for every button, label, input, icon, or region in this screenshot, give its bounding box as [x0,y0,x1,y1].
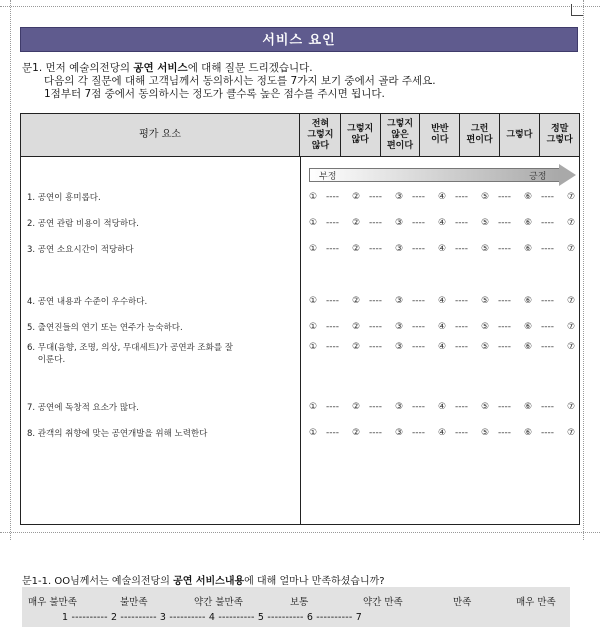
scale-connector: ---- [412,296,425,306]
table-divider [300,157,301,524]
column-header-1: 전혀 그렇지 않다 [301,114,341,156]
scale-connector: ---- [541,428,554,438]
rating-item-4: 4. 공연 내용과 수준이 우수하다. [27,297,148,307]
q2-suffix: 에 대해 얼마나 만족하셨습니까? [244,576,385,587]
rating-option-5[interactable]: ⑤ [481,428,490,438]
rating-option-6[interactable]: ⑥ [524,322,533,332]
satisfaction-label-4[interactable]: 보통 [290,597,309,608]
question-intro [22,62,436,101]
rating-scale-row [309,192,577,204]
page-guide-right [583,0,584,540]
rating-option-1[interactable]: ① [309,402,318,412]
scale-connector: ---- [541,322,554,332]
rating-option-6[interactable]: ⑥ [524,296,533,306]
rating-option-1[interactable]: ① [309,218,318,228]
intro-bold: 공연 서비스 [133,62,188,74]
satisfaction-label-1[interactable]: 매우 불만족 [28,597,77,608]
rating-option-5[interactable]: ⑤ [481,342,490,352]
rating-scale-row [309,296,577,308]
scale-connector: ---- [455,402,468,412]
scale-connector: ---- [326,296,339,306]
scale-connector: ---- [369,342,382,352]
rating-option-7[interactable]: ⑦ [567,428,576,438]
rating-option-2[interactable]: ② [352,342,361,352]
scale-connector: ---- [498,218,511,228]
rating-item-8: 8. 관객의 취향에 맞는 공연개발을 위해 노력한다 [27,429,208,439]
satisfaction-label-3[interactable]: 약간 불만족 [194,597,243,608]
scale-connector: ---- [412,322,425,332]
scale-connector: ---- [541,192,554,202]
scale-connector: ---- [412,428,425,438]
scale-connector: ---- [455,342,468,352]
section-title: 서비스 요인 [20,27,578,52]
rating-item-6: 6. 무대(음향, 조명, 의상, 무대세트)가 공연과 조화를 잘 이룬다. [27,343,233,365]
scale-connector: ---- [455,296,468,306]
page-guide-break [0,532,600,533]
satisfaction-label-6[interactable]: 만족 [453,597,472,608]
scale-connector: ---- [498,342,511,352]
page-guide-top [0,6,600,7]
column-header-5: 그런 편이다 [460,114,500,156]
scale-connector: ---- [412,402,425,412]
rating-option-4[interactable]: ④ [438,322,447,332]
rating-option-1[interactable]: ① [309,296,318,306]
scale-connector: ---- [412,342,425,352]
rating-item-3: 3. 공연 소요시간이 적당하다 [27,245,134,255]
rating-option-7[interactable]: ⑦ [567,192,576,202]
scale-connector: ---- [498,192,511,202]
rating-option-6[interactable]: ⑥ [524,218,533,228]
scale-connector: ---- [412,218,425,228]
column-header-7: 정말 그렇다 [546,124,573,145]
scale-connector: ---- [541,244,554,254]
rating-option-4[interactable]: ④ [438,402,447,412]
rating-option-4[interactable]: ④ [438,192,447,202]
rating-option-2[interactable]: ② [352,192,361,202]
arrow-body [309,168,559,182]
rating-option-3[interactable]: ③ [395,244,404,254]
rating-option-4[interactable]: ④ [438,218,447,228]
scale-connector: ---- [326,322,339,332]
rating-option-3[interactable]: ③ [395,218,404,228]
intro-line-3: 1점부터 7점 중에서 동의하시는 정도가 클수록 높은 점수를 주시면 됩니다. [44,88,385,100]
rating-scale-row [309,342,577,354]
scale-connector: ---- [326,192,339,202]
rating-option-7[interactable]: ⑦ [567,296,576,306]
scale-connector: ---- [369,244,382,254]
scale-connector: ---- [455,244,468,254]
rating-option-6[interactable]: ⑥ [524,402,533,412]
rating-option-2[interactable]: ② [352,322,361,332]
rating-option-1[interactable]: ① [309,192,318,202]
rating-option-2[interactable]: ② [352,296,361,306]
rating-option-7[interactable]: ⑦ [567,342,576,352]
rating-option-1[interactable]: ① [309,342,318,352]
rating-option-2[interactable]: ② [352,244,361,254]
rating-option-4[interactable]: ④ [438,296,447,306]
crop-mark [571,4,583,16]
satisfaction-label-5[interactable]: 약간 만족 [363,597,403,608]
scale-connector: ---- [498,322,511,332]
rating-option-5[interactable]: ⑤ [481,296,490,306]
scale-connector: ---- [326,428,339,438]
scale-connector: ---- [369,428,382,438]
table-header [21,114,579,157]
satisfaction-label-7[interactable]: 매우 만족 [516,597,556,608]
rating-option-6[interactable]: ⑥ [524,192,533,202]
arrow-negative-label: 부정 [319,172,337,182]
rating-option-5[interactable]: ⑤ [481,322,490,332]
direction-arrow [309,164,576,186]
rating-option-1[interactable]: ① [309,322,318,332]
scale-connector: ---- [326,244,339,254]
rating-scale-row [309,244,577,256]
rating-scale-row [309,322,577,334]
scale-connector: ---- [412,244,425,254]
column-header-6: 그렇다 [500,114,540,156]
rating-option-7[interactable]: ⑦ [567,244,576,254]
scale-connector: ---- [455,428,468,438]
intro-suffix: 에 대해 질문 드리겠습니다. [187,62,313,74]
scale-connector: ---- [498,244,511,254]
rating-option-6[interactable]: ⑥ [524,244,533,254]
rating-table [20,113,580,525]
rating-option-4[interactable]: ④ [438,342,447,352]
intro-line-1 [22,62,436,75]
scale-connector: ---- [369,192,382,202]
scale-connector: ---- [326,402,339,412]
rating-option-7[interactable]: ⑦ [567,322,576,332]
column-header-2: 그렇지 않다 [341,114,381,156]
rating-option-2[interactable]: ② [352,428,361,438]
scale-connector: ---- [541,402,554,412]
rating-option-5[interactable]: ⑤ [481,218,490,228]
scale-connector: ---- [455,322,468,332]
scale-connector: ---- [369,322,382,332]
rating-option-3[interactable]: ③ [395,192,404,202]
scale-connector: ---- [326,218,339,228]
rating-scale-row [309,428,577,440]
rating-item-7: 7. 공연에 독창적 요소가 많다. [27,403,139,413]
scale-connector: ---- [455,192,468,202]
rating-option-1[interactable]: ① [309,428,318,438]
rating-option-6[interactable]: ⑥ [524,342,533,352]
rating-option-5[interactable]: ⑤ [481,402,490,412]
rating-option-3[interactable]: ③ [395,322,404,332]
scale-connector: ---- [498,402,511,412]
scale-connector: ---- [369,218,382,228]
page-guide-left [10,0,11,540]
satisfaction-scale [22,587,570,627]
rating-option-3[interactable]: ③ [395,402,404,412]
scale-connector: ---- [369,402,382,412]
eval-header: 평가 요소 [21,114,300,156]
intro-line-2: 다음의 각 질문에 대해 고객님께서 동의하시는 정도를 7가지 보기 중에서 골라 주세요. [44,75,436,87]
arrow-positive-label: 긍정 [529,172,547,182]
q2-bold: 공연 서비스내용 [173,576,245,587]
rating-option-3[interactable]: ③ [395,342,404,352]
intro-prefix: 문1. 먼저 예술의전당의 [22,62,134,74]
scale-connector: ---- [326,342,339,352]
rating-scale-row [309,402,577,414]
q2-prefix: 문1-1. OO님께서는 예술의전당의 [22,576,174,587]
satisfaction-number-line: 1 ---------- 2 ---------- 3 ---------- 4 ---------- 5 ---------- 6 ---------- 7 [62,612,363,623]
rating-scale-row [309,218,577,230]
rating-option-7[interactable]: ⑦ [567,402,576,412]
rating-option-1[interactable]: ① [309,244,318,254]
arrow-head-icon [559,164,576,186]
rating-option-5[interactable]: ⑤ [481,244,490,254]
scale-connector: ---- [541,218,554,228]
rating-option-7[interactable]: ⑦ [567,218,576,228]
scale-connector: ---- [412,192,425,202]
scale-connector: ---- [541,296,554,306]
satisfaction-question [22,572,385,587]
rating-item-5: 5. 출연진들의 연기 또는 연주가 능숙하다. [27,323,183,333]
scale-connector: ---- [498,296,511,306]
scale-connector: ---- [498,428,511,438]
scale-connector: ---- [541,342,554,352]
rating-item-1: 1. 공연이 흥미롭다. [27,193,101,203]
rating-option-4[interactable]: ④ [438,244,447,254]
rating-item-2: 2. 공연 관람 비용이 적당하다. [27,219,139,229]
rating-option-3[interactable]: ③ [395,296,404,306]
rating-option-2[interactable]: ② [352,218,361,228]
scale-connector: ---- [455,218,468,228]
rating-option-5[interactable]: ⑤ [481,192,490,202]
satisfaction-label-2[interactable]: 불만족 [120,597,148,608]
column-header-4: 반반 이다 [420,114,460,156]
rating-option-6[interactable]: ⑥ [524,428,533,438]
scale-connector: ---- [369,296,382,306]
column-header-3: 그렇지 않은 편이다 [381,114,421,156]
rating-option-3[interactable]: ③ [395,428,404,438]
rating-option-4[interactable]: ④ [438,428,447,438]
rating-option-2[interactable]: ② [352,402,361,412]
